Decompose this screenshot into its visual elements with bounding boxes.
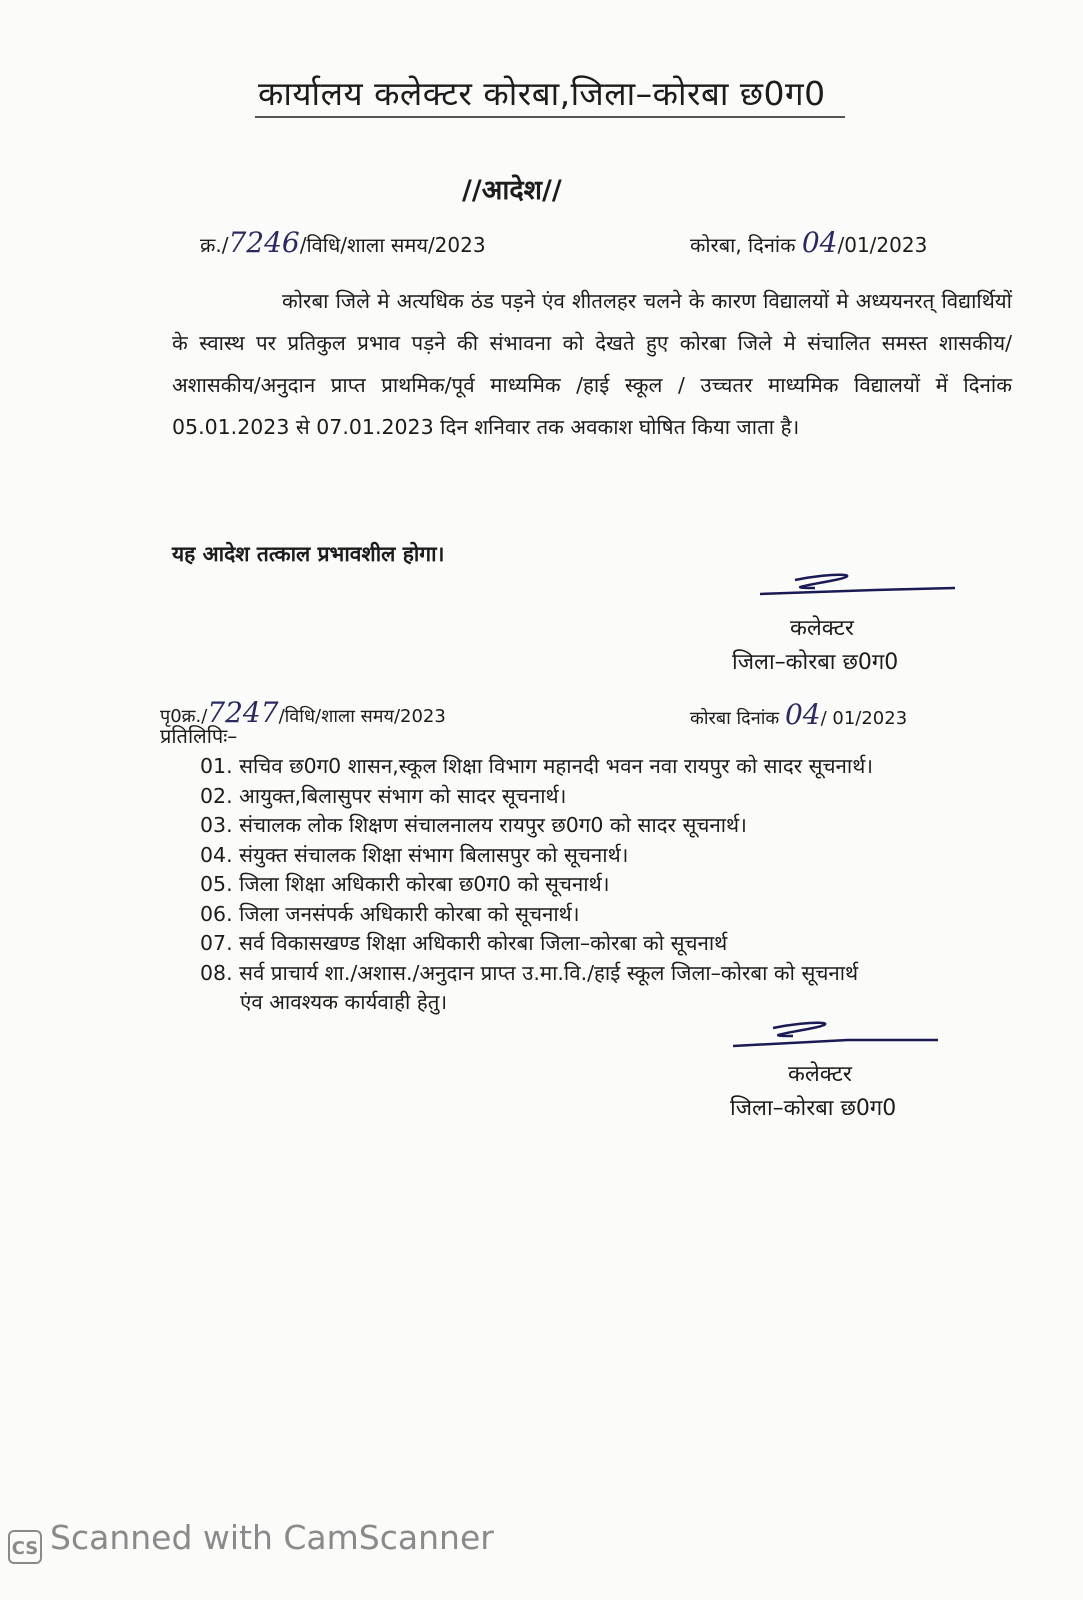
place-date-1 xyxy=(690,226,927,259)
place-date-prefix: कोरबा, दिनांक xyxy=(690,233,796,257)
handwritten-day: 04 xyxy=(784,698,821,731)
reference-suffix: /विधि/शाला समय/2023 xyxy=(299,233,486,257)
date-suffix: / 01/2023 xyxy=(820,708,908,729)
signature-1-designation: कलेक्टर xyxy=(790,616,854,641)
order-heading: //आदेश// xyxy=(462,175,562,206)
handwritten-ref-number: 7246 xyxy=(228,226,300,259)
date-suffix: /01/2023 xyxy=(837,233,928,257)
signature-2-district: जिला–कोरबा छ0ग0 xyxy=(730,1096,897,1121)
list-item: 01. सचिव छ0ग0 शासन,स्कूल शिक्षा विभाग महानदी भवन नवा रायपुर को सादर सूचनार्थ। xyxy=(200,754,874,778)
list-item: 02. आयुक्त,बिलासुपर संभाग को सादर सूचनार्थ। xyxy=(200,783,567,808)
signature-1 xyxy=(755,570,975,610)
copy-list xyxy=(200,752,1020,1018)
order-paragraph-text: कोरबा जिले मे अत्यधिक ठंड पड़ने एंव शीतलहर चलने के कारण विद्यालयों मे अध्ययनरत् विद्यार्थियों के स्वास्थ पर प्रतिकुल प्रभाव पड़ने की संभावना को देखते हुए कोरबा जिले मे संचालित समस्त शासकीय/अशासकीय/अनुदान प्राप्त प्राथमिक/पूर्व माध्यमिक /हाई स्कूल / उच्चतर माध्यमिक विद्यालयों में दिनांक 05.01.2023 से 07.01.2023 दिन शनिवार तक अवकाश घोषित किया जाता है। xyxy=(172,289,1012,439)
list-item: 07. सर्व विकासखण्ड शिक्षा अधिकारी कोरबा जिला–कोरबा को सूचनार्थ xyxy=(200,931,728,955)
list-item-continuation: एंव आवश्यक कार्यवाही हेतु। xyxy=(240,990,448,1014)
signature-1-district: जिला–कोरबा छ0ग0 xyxy=(732,650,899,675)
list-item: 08. सर्व प्राचार्य शा./अशास./अनुदान प्राप्त उ.मा.वि./हाई स्कूल जिला–कोरबा को सूचनार्थ xyxy=(200,960,859,985)
handwritten-day: 04 xyxy=(801,226,838,259)
order-paragraph xyxy=(172,280,1012,448)
copy-heading: प्रतिलिपिः– xyxy=(160,724,238,748)
reference-suffix: /विधि/शाला समय/2023 xyxy=(278,706,446,727)
reference-prefix: पृ0क्र./ xyxy=(160,706,208,727)
reference-prefix: क्र./ xyxy=(200,233,229,257)
effect-line: यह आदेश तत्काल प्रभावशील होगा। xyxy=(172,542,445,566)
list-item: 05. जिला शिक्षा अधिकारी कोरबा छ0ग0 को सूचनार्थ। xyxy=(200,872,610,896)
list-item: 06. जिला जनसंपर्क अधिकारी कोरबा को सूचनार्थ। xyxy=(200,901,580,926)
place-date-prefix: कोरबा दिनांक xyxy=(690,708,780,729)
list-item: 03. संचालक लोक शिक्षण संचालनालय रायपुर छ0ग0 को सादर सूचनार्थ। xyxy=(200,813,747,837)
office-title: कार्यालय कलेक्टर कोरबा,जिला–कोरबा छ0ग0 xyxy=(258,74,826,113)
reference-number-1 xyxy=(200,226,486,259)
place-date-2 xyxy=(690,698,907,731)
signature-2-designation: कलेक्टर xyxy=(788,1062,852,1087)
camscanner-logo-icon: CS xyxy=(8,1530,42,1564)
signature-2 xyxy=(728,1018,948,1058)
list-item: 04. संयुक्त संचालक शिक्षा संभाग बिलासपुर को सूचनार्थ। xyxy=(200,842,629,867)
handwritten-ref-number: 7247 xyxy=(207,696,279,729)
title-underline xyxy=(255,116,845,118)
camscanner-watermark-text: Scanned with CamScanner xyxy=(50,1518,494,1557)
